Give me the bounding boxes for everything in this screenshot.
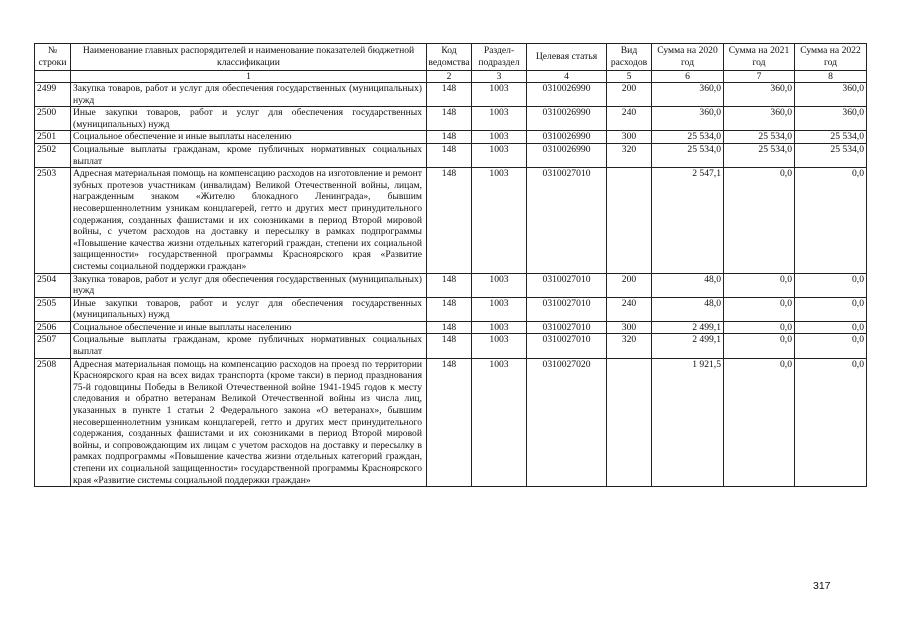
expense-type: 300 [607, 321, 652, 334]
expense-type: 240 [607, 297, 652, 321]
column-number: 5 [607, 71, 652, 83]
target-article: 0310027010 [527, 297, 607, 321]
column-number [35, 71, 71, 83]
table-row [35, 83, 867, 107]
sum-2021: 0,0 [724, 321, 795, 334]
column-number: 8 [795, 71, 867, 83]
sum-2021: 25 534,0 [724, 131, 795, 144]
sum-2020: 360,0 [652, 83, 724, 107]
target-article: 0310026990 [527, 143, 607, 167]
header-section: Раздел-подраздел [472, 44, 527, 71]
header-expense-type: Вид расходов [607, 44, 652, 71]
row-number: 2507 [35, 334, 71, 358]
section-code: 1003 [472, 143, 527, 167]
sum-2021: 360,0 [724, 83, 795, 107]
row-number: 2499 [35, 83, 71, 107]
row-name: Социальные выплаты гражданам, кроме публичных нормативных социальных выплат [71, 334, 427, 358]
sum-2021: 0,0 [724, 334, 795, 358]
sum-2021: 0,0 [724, 273, 795, 297]
target-article: 0310026990 [527, 83, 607, 107]
expense-type: 320 [607, 334, 652, 358]
row-name: Социальное обеспечение и иные выплаты населению [71, 131, 427, 144]
section-code: 1003 [472, 273, 527, 297]
table-row [35, 273, 867, 297]
sum-2021: 25 534,0 [724, 143, 795, 167]
sum-2021: 0,0 [724, 297, 795, 321]
table-row [35, 297, 867, 321]
sum-2020: 2 547,1 [652, 168, 724, 273]
target-article: 0310026990 [527, 131, 607, 144]
sum-2022: 0,0 [795, 273, 867, 297]
department-code: 148 [427, 107, 472, 131]
department-code: 148 [427, 297, 472, 321]
row-name: Адресная материальная помощь на компенсацию расходов на проезд по территории Красноярского края на всех видах транспорта (кроме такси) в период празднования 75-й годовщины Победы в Великой Отечественной войне 1941-1945 годов к месту следования и обратно ветеранам Великой Отечественной войны из числа лиц, указанных в пункте 1 статьи 2 Федерального закона «О ветеранах», бывшим несовершеннолетним узникам концлагерей, гетто и других мест принудительного содержания, созданных фашистами и их союзниками в период Второй мировой войны, и сопровождающим их лицам с учетом расходов на доставку и пересылку в рамках подпрограммы «Повышение качества жизни отдельных категорий граждан, степени их социальной защищенности» государственной программы Красноярского края «Развитие системы социальной поддержки граждан» [71, 358, 427, 487]
sum-2021: 0,0 [724, 358, 795, 487]
row-number: 2504 [35, 273, 71, 297]
sum-2020: 2 499,1 [652, 334, 724, 358]
table-row [35, 334, 867, 358]
row-name: Социальное обеспечение и иные выплаты населению [71, 321, 427, 334]
column-number: 3 [472, 71, 527, 83]
header-sum-2022: Сумма на 2022 год [795, 44, 867, 71]
department-code: 148 [427, 143, 472, 167]
section-code: 1003 [472, 83, 527, 107]
section-code: 1003 [472, 321, 527, 334]
row-name: Закупка товаров, работ и услуг для обеспечения государственных (муниципальных) нужд [71, 83, 427, 107]
sum-2022: 0,0 [795, 321, 867, 334]
department-code: 148 [427, 334, 472, 358]
page-number: 317 [813, 580, 831, 592]
column-number-row [35, 71, 867, 83]
column-number: 6 [652, 71, 724, 83]
table-row [35, 168, 867, 273]
column-number: 2 [427, 71, 472, 83]
header-name: Наименование главных распорядителей и наименование показателей бюджетной классификации [71, 44, 427, 71]
row-number: 2503 [35, 168, 71, 273]
target-article: 0310027010 [527, 168, 607, 273]
row-name: Иные закупки товаров, работ и услуг для обеспечения государственных (муниципальных) нужд [71, 297, 427, 321]
table-row [35, 107, 867, 131]
table-body [35, 83, 867, 487]
target-article: 0310027020 [527, 358, 607, 487]
section-code: 1003 [472, 168, 527, 273]
row-number: 2508 [35, 358, 71, 487]
expense-type: 200 [607, 83, 652, 107]
sum-2022: 25 534,0 [795, 143, 867, 167]
target-article: 0310027010 [527, 273, 607, 297]
target-article: 0310027010 [527, 334, 607, 358]
sum-2020: 360,0 [652, 107, 724, 131]
department-code: 148 [427, 168, 472, 273]
table-row [35, 321, 867, 334]
sum-2022: 0,0 [795, 168, 867, 273]
budget-table [34, 43, 867, 487]
column-number: 1 [71, 71, 427, 83]
sum-2021: 360,0 [724, 107, 795, 131]
target-article: 0310027010 [527, 321, 607, 334]
header-department-code: Код ведомства [427, 44, 472, 71]
row-number: 2502 [35, 143, 71, 167]
header-target-article: Целевая статья [527, 44, 607, 71]
expense-type [607, 168, 652, 273]
sum-2020: 1 921,5 [652, 358, 724, 487]
target-article: 0310026990 [527, 107, 607, 131]
row-number: 2505 [35, 297, 71, 321]
table-row [35, 358, 867, 487]
row-name: Закупка товаров, работ и услуг для обеспечения государственных (муниципальных) нужд [71, 273, 427, 297]
sum-2022: 0,0 [795, 297, 867, 321]
section-code: 1003 [472, 334, 527, 358]
department-code: 148 [427, 131, 472, 144]
row-name: Адресная материальная помощь на компенсацию расходов на изготовление и ремонт зубных протезов участникам (инвалидам) Великой Отечественной войны, лицам, награжденным знаком «Жителю блокадного Ленинграда», бывшим несовершеннолетним узникам концлагерей, гетто и других мест принудительного содержания, созданных фашистами и их союзниками в период Второй мировой войны, с учетом расходов на доставку и пересылку в рамках подпрограммы «Повышение качества жизни отдельных категорий граждан, степени их социальной защищенности» государственной программы Красноярского края «Развитие системы социальной поддержки граждан» [71, 168, 427, 273]
row-number: 2501 [35, 131, 71, 144]
department-code: 148 [427, 83, 472, 107]
sum-2022: 360,0 [795, 107, 867, 131]
sum-2020: 48,0 [652, 297, 724, 321]
sum-2022: 0,0 [795, 358, 867, 487]
row-number: 2506 [35, 321, 71, 334]
row-name: Социальные выплаты гражданам, кроме публичных нормативных социальных выплат [71, 143, 427, 167]
department-code: 148 [427, 358, 472, 487]
table-row [35, 143, 867, 167]
row-name: Иные закупки товаров, работ и услуг для обеспечения государственных (муниципальных) нужд [71, 107, 427, 131]
sum-2020: 25 534,0 [652, 131, 724, 144]
row-number: 2500 [35, 107, 71, 131]
expense-type [607, 358, 652, 487]
sum-2021: 0,0 [724, 168, 795, 273]
header-row [35, 44, 867, 71]
table-row [35, 131, 867, 144]
department-code: 148 [427, 321, 472, 334]
sum-2020: 48,0 [652, 273, 724, 297]
column-number: 7 [724, 71, 795, 83]
expense-type: 300 [607, 131, 652, 144]
expense-type: 320 [607, 143, 652, 167]
section-code: 1003 [472, 297, 527, 321]
column-number: 4 [527, 71, 607, 83]
header-sum-2021: Сумма на 2021 год [724, 44, 795, 71]
sum-2022: 360,0 [795, 83, 867, 107]
section-code: 1003 [472, 131, 527, 144]
section-code: 1003 [472, 107, 527, 131]
department-code: 148 [427, 273, 472, 297]
header-row-number: № строки [35, 44, 71, 71]
sum-2020: 2 499,1 [652, 321, 724, 334]
sum-2020: 25 534,0 [652, 143, 724, 167]
expense-type: 200 [607, 273, 652, 297]
sum-2022: 25 534,0 [795, 131, 867, 144]
section-code: 1003 [472, 358, 527, 487]
expense-type: 240 [607, 107, 652, 131]
header-sum-2020: Сумма на 2020 год [652, 44, 724, 71]
sum-2022: 0,0 [795, 334, 867, 358]
